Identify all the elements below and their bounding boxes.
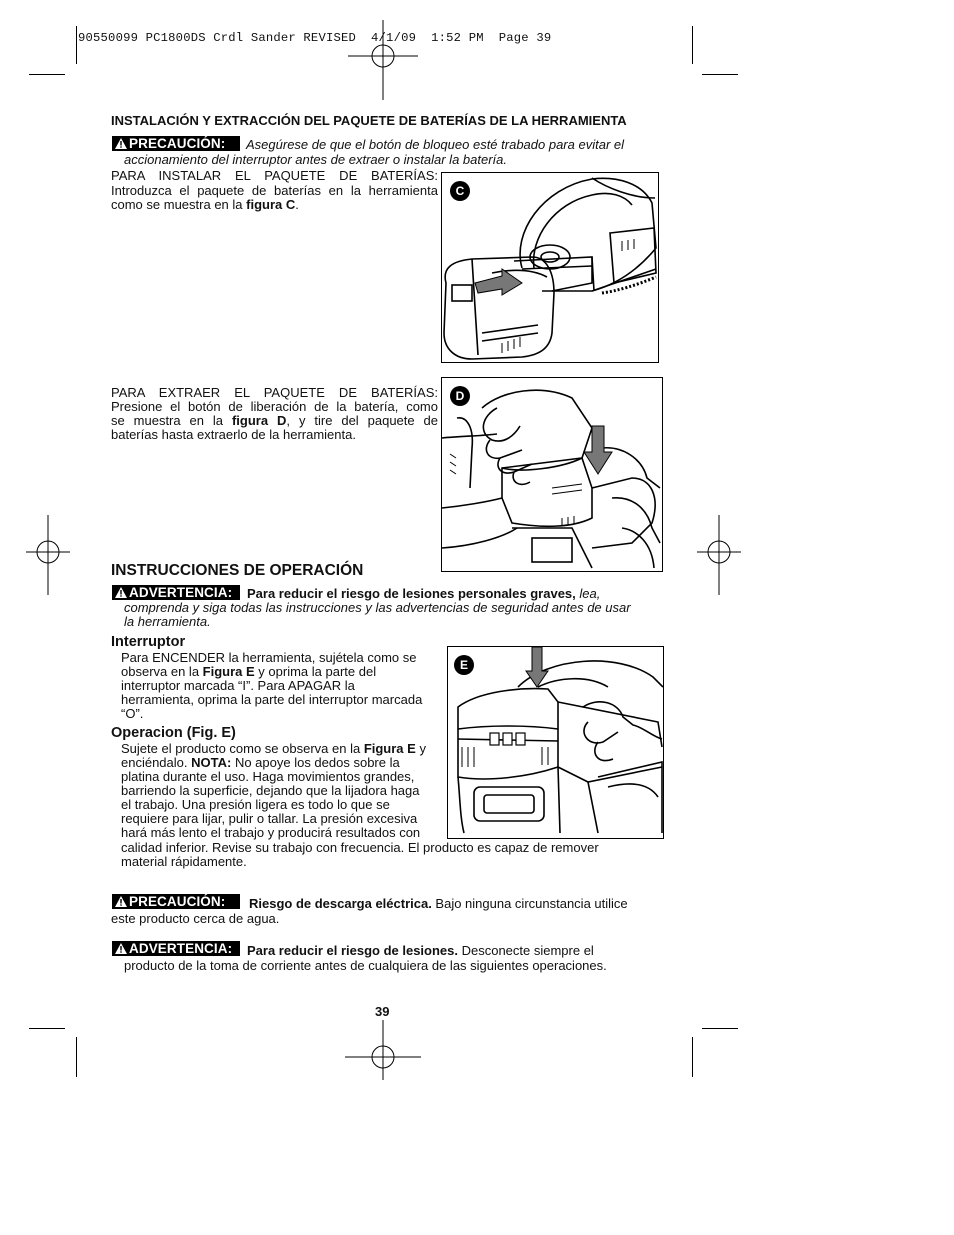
install-text-line2: Introduzca el paquete de baterías en la herramienta	[111, 183, 438, 198]
operation-text-line8: calidad inferior. Revise su trabajo con frecuencia. El producto es capaz de remover	[121, 840, 599, 855]
registration-mark-bottom	[345, 1020, 421, 1080]
caution-electric-bold: Riesgo de descarga eléctrica.	[249, 896, 432, 911]
switch-text-line2-c: y oprima la parte del	[254, 664, 377, 679]
remove-text-line3-a: se muestra en la	[111, 413, 232, 428]
warning-text-line3: la herramienta.	[124, 614, 211, 629]
figure-d-illustration	[442, 378, 662, 571]
switch-text-line3: interruptor marcada “I”. Para APAGAR la	[121, 678, 355, 693]
warning-injury-badge-label: ADVERTENCIA:	[129, 941, 233, 956]
warning-text-line2: comprenda y siga todas las instrucciones y las advertencias de seguridad antes de usar	[124, 600, 631, 615]
operation-text-line4: barriendo la superficie, dejando que la lijadora haga	[121, 783, 420, 798]
switch-text-line4: herramienta, oprima la parte del interruptor marcada	[121, 692, 423, 707]
crop-mark-top-left-h	[29, 74, 65, 75]
caution-badge	[112, 136, 240, 151]
warning-injury-line2: producto de la toma de corriente antes de cualquiera de las siguientes operaciones.	[124, 958, 607, 973]
warning-badge	[112, 585, 240, 600]
caution-electric-text: Bajo ninguna circunstancia utilice	[431, 896, 628, 911]
section-title-operation: INSTRUCCIONES DE OPERACIÓN	[111, 562, 364, 579]
install-heading: PARA INSTALAR EL PAQUETE DE BATERÍAS:	[111, 168, 438, 183]
remove-text-line3-c: , y tire del paquete de	[286, 413, 438, 428]
registration-mark-right	[697, 515, 741, 595]
figure-e-reference-2: Figura E	[363, 741, 416, 756]
caution-electric-badge	[112, 894, 240, 909]
crop-mark-top-left-v	[76, 26, 77, 64]
operation-text-line5: el trabajo. Una presión ligera es todo lo que se	[121, 797, 390, 812]
caution-electric-badge-label: PRECAUCIÓN:	[129, 894, 226, 909]
registration-mark-left	[26, 515, 70, 595]
operation-text-line1-a: Sujete el producto como se observa en la	[121, 741, 364, 756]
crop-mark-bottom-right-v	[692, 1037, 693, 1077]
install-text-line3-c: .	[295, 197, 299, 212]
print-slug: 90550099 PC1800DS Crdl Sander REVISED 4/1/09 1:52 PM Page 39	[78, 31, 552, 45]
operation-text-line1-c: y	[415, 741, 426, 756]
warning-triangle-icon	[115, 138, 127, 149]
figure-e	[447, 646, 664, 839]
warning-triangle-icon	[115, 587, 127, 598]
operation-text-line9: material rápidamente.	[121, 854, 247, 869]
warning-text-italic: lea,	[575, 586, 601, 601]
warning-triangle-icon	[115, 943, 127, 954]
note-label: NOTA:	[191, 755, 232, 770]
operation-text-line2-a: enciéndalo.	[121, 755, 192, 770]
crop-mark-top-right-h	[702, 74, 738, 75]
operation-text-line7: hará más lento el trabajo y producirá resultados con	[121, 825, 421, 840]
switch-title: Interruptor	[111, 634, 186, 650]
install-text-line3-a: como se muestra en la	[111, 197, 247, 212]
warning-injury-line1	[247, 944, 594, 959]
figure-e-reference: Figura E	[202, 664, 255, 679]
warning-badge-label: ADVERTENCIA:	[129, 585, 233, 600]
page-number: 39	[375, 1004, 390, 1019]
warning-triangle-icon	[115, 896, 127, 907]
crop-mark-bottom-right-h	[702, 1028, 738, 1029]
operation-text-line3: platina durante el uso. Haga movimientos grandes,	[121, 769, 415, 784]
figure-e-label: E	[454, 655, 474, 675]
figure-c-illustration	[442, 173, 658, 362]
figure-c-label: C	[450, 181, 470, 201]
crop-mark-bottom-left-v	[76, 1037, 77, 1077]
caution-text-line2: accionamiento del interruptor antes de extraer o instalar la batería.	[124, 152, 507, 167]
switch-text-line2-a: observa en la	[121, 664, 203, 679]
operation-text-line6: requiere para lijar, pulir o tallar. La presión excesiva	[121, 811, 418, 826]
warning-injury-bold: Para reducir el riesgo de lesiones.	[247, 943, 458, 958]
operation-text-line2-c: No apoye los dedos sobre la	[231, 755, 400, 770]
remove-heading: PARA EXTRAER EL PAQUETE DE BATERÍAS:	[111, 385, 438, 400]
crop-mark-bottom-left-h	[29, 1028, 65, 1029]
caution-text-line1: Asegúrese de que el botón de bloqueo esté trabado para evitar el	[246, 137, 624, 152]
figure-e-illustration	[448, 647, 663, 838]
remove-text-line4: baterías hasta extraerlo de la herramienta.	[111, 427, 356, 442]
warning-text-bold: Para reducir el riesgo de lesiones personales graves,	[247, 586, 576, 601]
warning-injury-badge	[112, 941, 240, 956]
remove-text-line2: Presione el botón de liberación de la batería, como	[111, 399, 438, 414]
install-text-line3	[111, 198, 299, 213]
caution-electric-line1	[249, 897, 628, 912]
figure-d	[441, 377, 663, 572]
figure-c	[441, 172, 659, 363]
section-title-battery: INSTALACIÓN Y EXTRACCIÓN DEL PAQUETE DE BATERÍAS DE LA HERRAMIENTA	[111, 113, 627, 128]
figure-d-reference: figura D	[231, 413, 287, 428]
caution-electric-line2: este producto cerca de agua.	[111, 911, 280, 926]
switch-text-line5: “O”.	[121, 706, 144, 721]
figure-c-reference: figura C	[246, 197, 296, 212]
figure-d-label: D	[450, 386, 470, 406]
switch-text-line1: Para ENCENDER la herramienta, sujétela como se	[121, 650, 417, 665]
crop-mark-top-right-v	[692, 26, 693, 64]
caution-badge-label: PRECAUCIÓN:	[129, 136, 226, 151]
operation-title: Operacion (Fig. E)	[111, 725, 236, 741]
warning-injury-text: Desconecte siempre el	[457, 943, 594, 958]
